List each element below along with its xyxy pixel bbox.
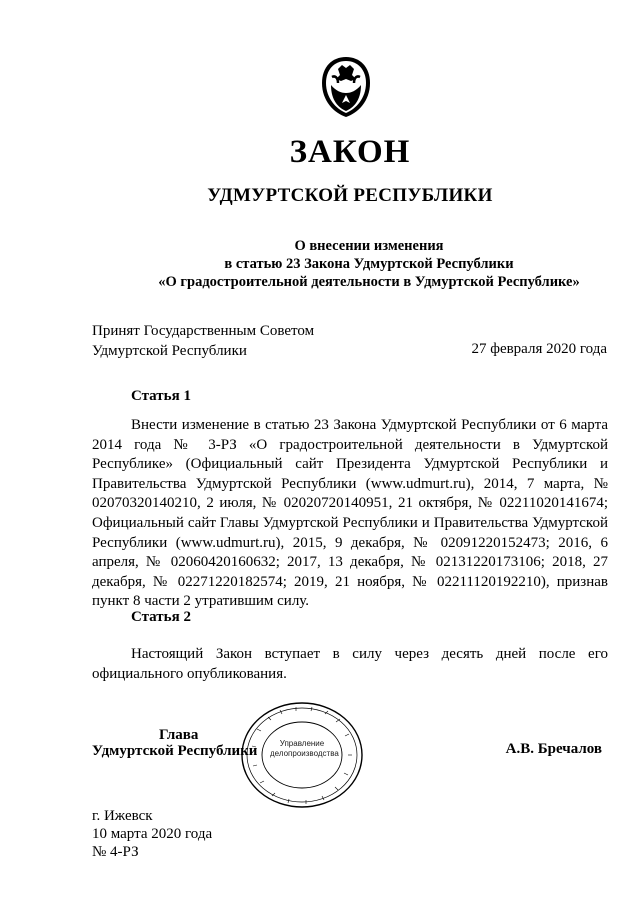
article-1-text: Внести изменение в статью 23 Закона Удмуртской Республики от 6 марта 2014 года № 3-РЗ «О градостроительной деятельности в Удмуртской Республике» (Официальный сайт Президента Удмуртской Республики и Правительства Удмуртской Республики (www.udmurt.ru), 2014, 7 марта, № 02070320140210, 2 июля, № 02020720140951, 21 октября, № 02211020141674; Официальный сайт Главы Удмуртской Республики и Правительства Удмуртской Республики (www.udmurt.ru), 2015, 9 декабря, № 02091220152473; 2016, 6 апреля, № 02060420160632; 2017, 13 декабря, № 02131220173106; 2018, 27 декабря, № 02271220182574; 2019, 21 ноября, № 02211120192210), признав пункт 8 части 2 утратившим силу. [92,417,608,610]
stamp-text: Управление делопроизводства [270,739,339,758]
article-2-heading: Статья 2 [131,609,191,625]
footer-number: № 4-РЗ [92,844,139,860]
document-title: ЗАКОН [289,134,411,170]
document-subtitle: УДМУРТСКОЙ РЕСПУБЛИКИ [207,185,493,206]
adoption-line: Принят Государственным Советом [92,323,315,339]
article-1-heading: Статья 1 [131,388,191,404]
footer-date: 10 марта 2020 года [92,826,213,842]
law-name-line: в статью 23 Закона Удмуртской Республики [224,256,514,272]
adoption-date: 27 февраля 2020 года [471,341,607,357]
signatory-name: А.В. Бречалов [505,741,602,757]
coat-of-arms-icon [318,55,374,119]
law-name-line: «О градостроительной деятельности в Удмуртской Республике» [158,274,580,290]
adoption-info [92,321,314,361]
signature-title-line: Удмуртской Республики [92,743,258,759]
adoption-line: Удмуртской Республики [92,343,247,359]
article-2-text: Настоящий Закон вступает в силу через десять дней после его официального опубликования. [92,646,608,682]
footer-place: г. Ижевск [92,808,153,824]
law-name [0,237,640,291]
document-footer [92,807,212,861]
signature-title-line: Глава [159,727,199,743]
law-name-line: О внесении изменения [294,238,444,254]
